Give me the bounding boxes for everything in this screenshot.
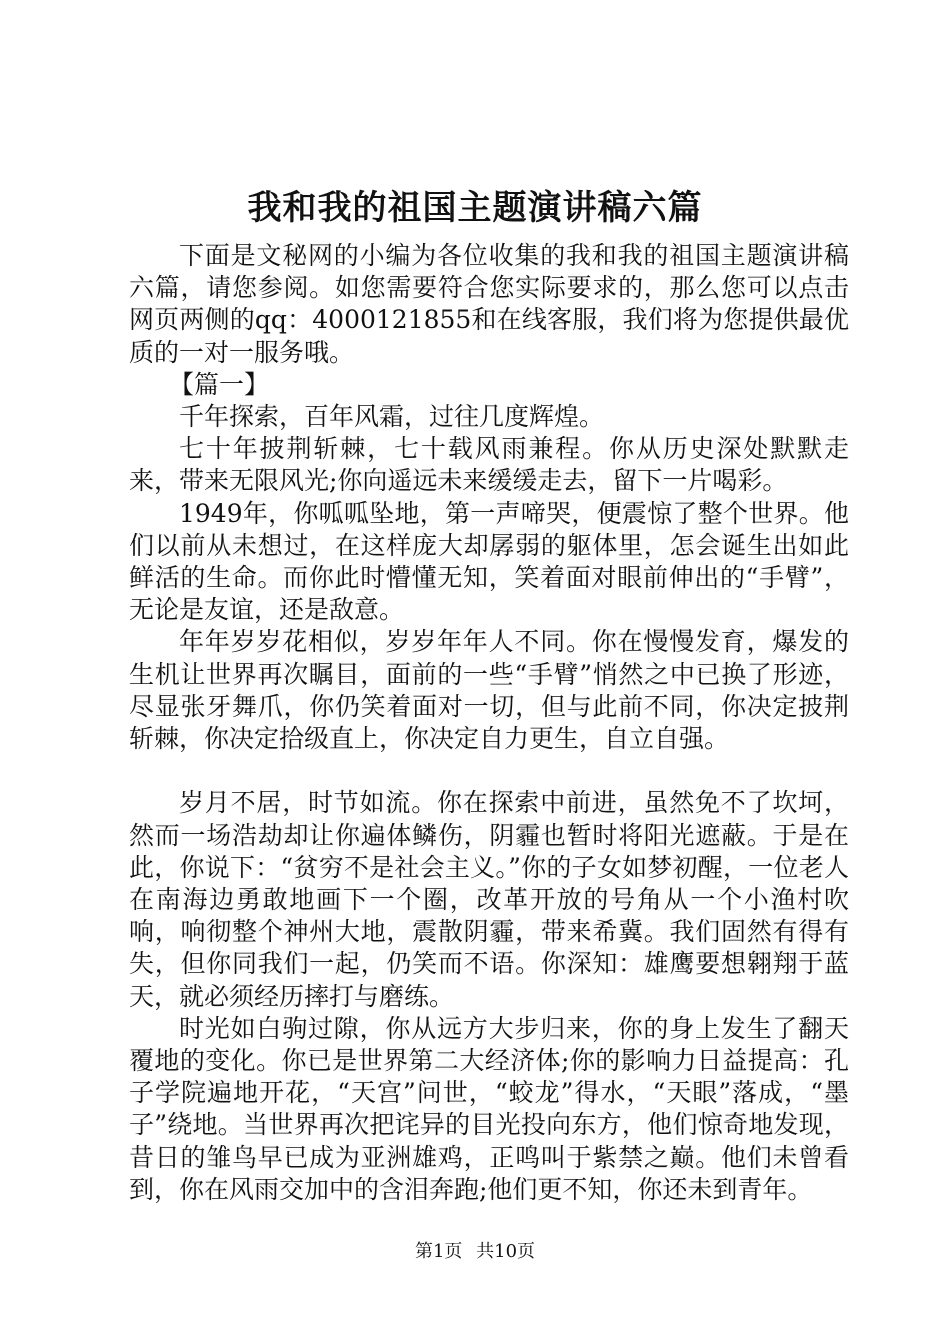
page-number: 第1页 <box>414 1241 463 1262</box>
body-paragraph: 岁月不居，时节如流。你在探索中前进，虽然免不了坎坷，然而一场浩劫却让你遍体鳞伤，阴霾也暂时将阳光遮蔽。于是在此，你说下：“贫穷不是社会主义。”你的子女如梦初醒，一位老人在南海边勇敢地画下一个圈，改革开放的号角从一个小渔村吹响，响彻整个神州大地，震散阴霾，带来希冀。我们固然有得有失，但你同我们一起，仍笑而不语。你深知：雄鹰要想翱翔于蓝天，就必须经历摔打与磨练。 <box>129 788 849 1011</box>
body-paragraph: 千年探索，百年风霜，过往几度辉煌。 <box>179 402 605 432</box>
document-body <box>129 240 849 1206</box>
body-paragraph: 七十年披荆斩棘，七十载风雨兼程。你从历史深处默默走来，带来无限风光;你向遥远未来缓缓走去，留下一片喝彩。 <box>129 434 849 496</box>
intro-paragraph: 下面是文秘网的小编为各位收集的我和我的祖国主题演讲稿六篇，请您参阅。如您需要符合您实际要求的，那么您可以点击网页两侧的qq：4000121855和在线客服，我们将为您提供最优质的一对一服务哦。 <box>129 241 849 367</box>
page-total: 共10页 <box>476 1241 536 1262</box>
page-footer <box>0 1240 950 1264</box>
body-paragraph: 年年岁岁花相似，岁岁年年人不同。你在慢慢发育，爆发的生机让世界再次瞩目，面前的一些“手臂”悄然之中已换了形迹，尽显张牙舞爪，你仍笑着面对一切，但与此前不同，你决定披荆斩棘，你决定拾级直上，你决定自力更生，自立自强。 <box>129 627 849 754</box>
document-title: 我和我的祖国主题演讲稿六篇 <box>247 188 703 228</box>
body-paragraph: 时光如白驹过隙，你从远方大步归来，你的身上发生了翻天覆地的变化。你已是世界第二大经济体;你的影响力日益提高：孔子学院遍地开花，“天宫”问世，“蛟龙”得水，“天眼”落成，“墨子”绕地。当世界再次把诧异的目光投向东方，他们惊奇地发现，昔日的雏鸟早已成为亚洲雄鸡，正鸣叫于紫禁之巅。他们未曾看到，你在风雨交加中的含泪奔跑;他们更不知，你还未到青年。 <box>129 1013 849 1204</box>
paragraph-spacer <box>129 755 849 787</box>
section-heading: 【篇一】 <box>169 369 270 399</box>
body-paragraph: 1949年，你呱呱坠地，第一声啼哭，便震惊了整个世界。他们以前从未想过，在这样庞大却孱弱的躯体里，怎会诞生出如此鲜活的生命。而你此时懵懂无知，笑着面对眼前伸出的“手臂”，无论是友谊，还是敌意。 <box>129 498 849 625</box>
